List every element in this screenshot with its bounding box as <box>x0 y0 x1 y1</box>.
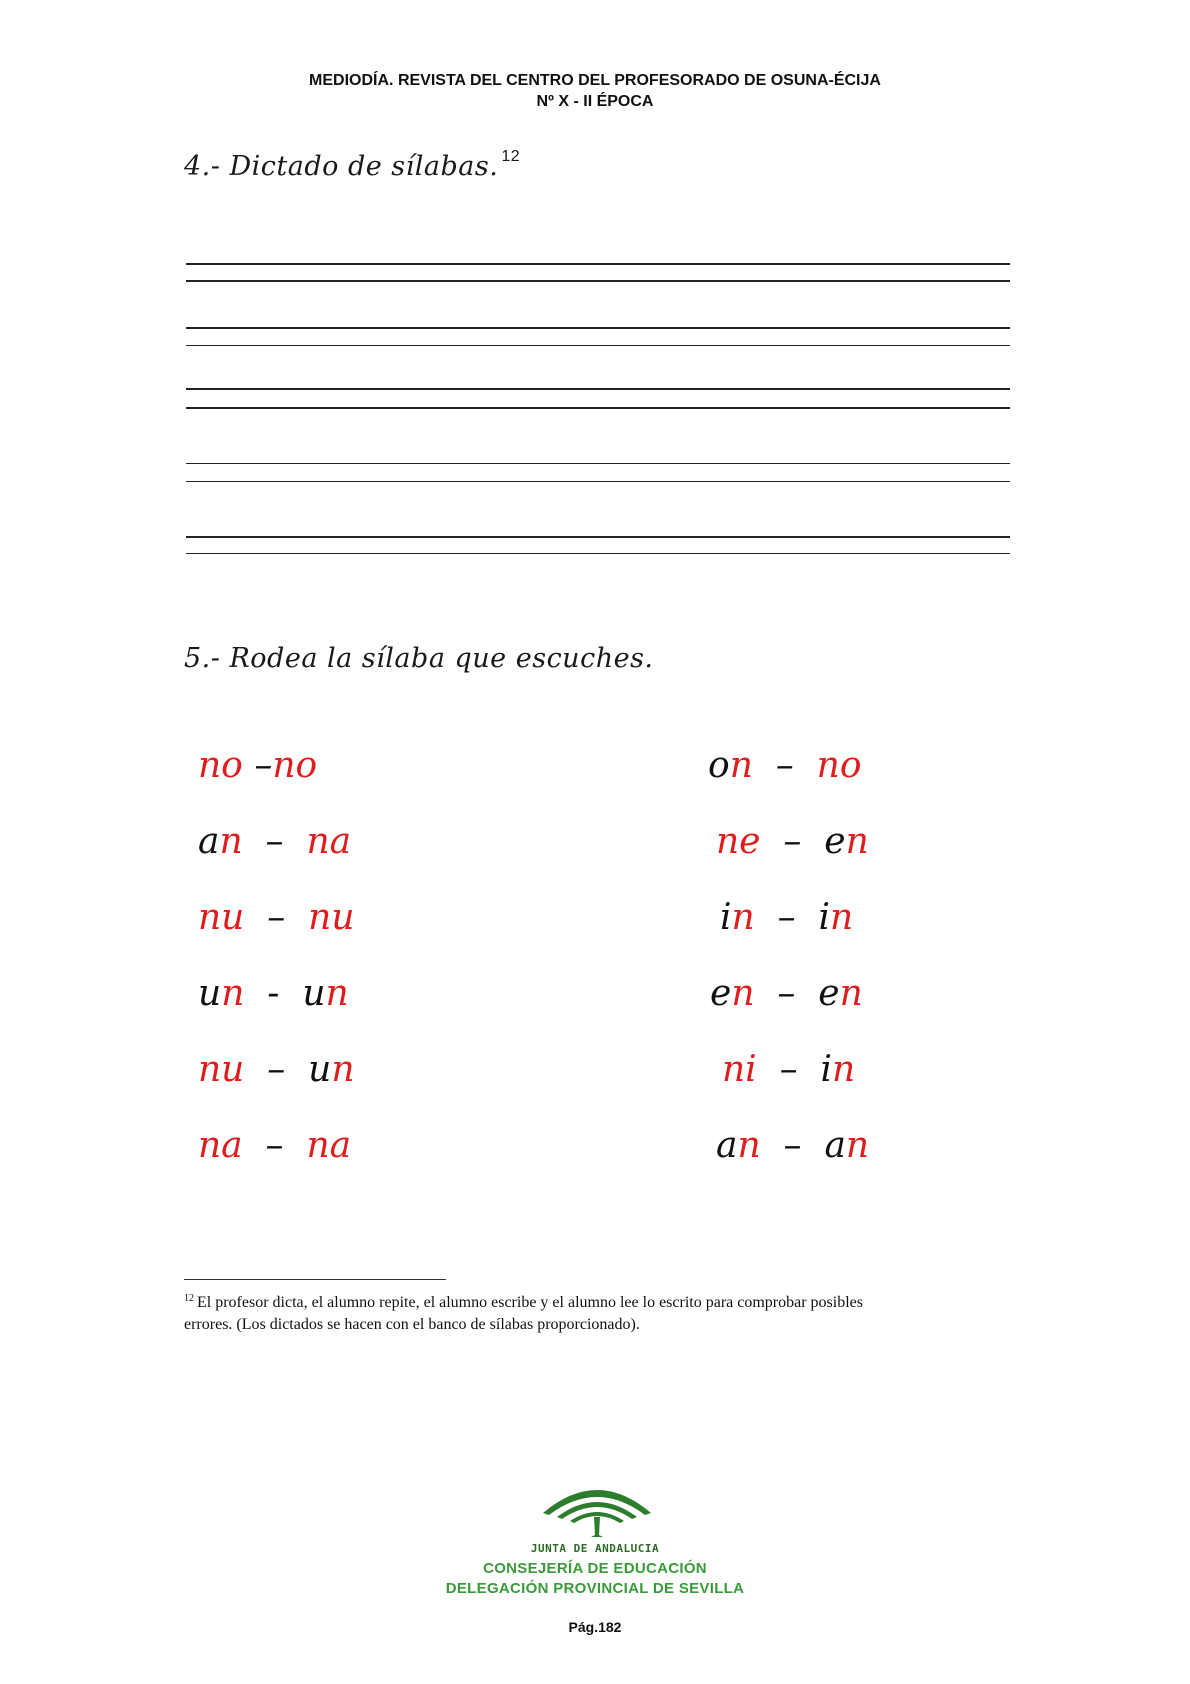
issue-number: Nº X - II ÉPOCA <box>536 93 654 110</box>
writing-line <box>186 280 1010 282</box>
syllable-part: n <box>219 821 243 862</box>
syllable-part: n <box>325 973 349 1014</box>
syllable-part: n <box>845 1125 870 1166</box>
junta-andalucia-logo <box>537 1473 657 1543</box>
writing-line <box>186 327 1010 329</box>
syllable-part: n <box>845 821 869 862</box>
syllable: na <box>198 1125 243 1166</box>
syllable-part: a <box>198 821 220 862</box>
dash: – <box>265 1125 284 1166</box>
syllable: nu <box>198 897 245 938</box>
syllable-part: o <box>708 745 730 786</box>
syllable-part: n <box>839 973 863 1014</box>
section-4-title <box>184 148 520 182</box>
writing-line <box>186 345 1010 346</box>
syllable-pair <box>198 1125 351 1166</box>
consejeria-label: CONSEJERÍA DE EDUCACIÓN <box>483 1560 707 1577</box>
syllable-part: n <box>737 1125 761 1166</box>
writing-line <box>186 407 1010 409</box>
syllable-part: e <box>824 821 846 862</box>
footnote-ref: 12 <box>501 148 521 165</box>
syllable: no <box>272 745 318 786</box>
syllable: ni <box>722 1049 757 1090</box>
syllable-part: i <box>820 1049 832 1090</box>
syllable-part: i <box>720 897 732 938</box>
footnote <box>184 1288 904 1336</box>
dash: – <box>783 821 802 862</box>
dash: – <box>779 1049 798 1090</box>
syllable-pair <box>720 897 853 938</box>
dash: – <box>777 897 796 938</box>
syllable-part: n <box>331 1049 355 1090</box>
syllable-part: a <box>716 1125 738 1166</box>
syllable-part: e <box>710 973 732 1014</box>
syllable-pair <box>198 1049 355 1090</box>
page-number: Pág.182 <box>568 1619 622 1635</box>
dash: – <box>265 821 284 862</box>
section-5-title: 5.- Rodea la sílaba que escuches. <box>184 643 654 674</box>
syllable-part: n <box>731 973 755 1014</box>
syllable-part: n <box>830 897 854 938</box>
syllable-part: i <box>818 897 830 938</box>
syllable-part: n <box>221 973 245 1014</box>
dash: – <box>777 973 796 1014</box>
syllable-pair <box>198 821 351 862</box>
dash: – <box>267 897 286 938</box>
writing-line <box>186 388 1010 390</box>
syllable-pair <box>716 1125 869 1166</box>
syllable-part: n <box>832 1049 856 1090</box>
writing-line <box>186 263 1010 265</box>
syllable: no <box>816 745 862 786</box>
syllable-pair <box>198 745 317 786</box>
writing-line <box>186 463 1010 464</box>
section-4-title-text: 4.- Dictado de sílabas. <box>184 151 499 182</box>
syllable: na <box>306 1125 352 1166</box>
writing-line <box>186 481 1010 482</box>
syllable: ne <box>716 821 761 862</box>
dash: – <box>775 745 794 786</box>
syllable-pair <box>708 745 862 786</box>
journal-title: MEDIODÍA. REVISTA DEL CENTRO DEL PROFESORADO DE OSUNA-ÉCIJA <box>309 72 881 89</box>
syllable-pair <box>198 897 355 938</box>
syllable-part: u <box>198 973 222 1014</box>
dash: – <box>783 1125 802 1166</box>
syllable-part: n <box>729 745 753 786</box>
footnote-number: 12 <box>184 1293 194 1304</box>
syllable-part: u <box>308 1049 332 1090</box>
footnote-text: El profesor dicta, el alumno repite, el alumno escribe y el alumno lee lo escrito para comprobar posibles errores. (Los dictados se hacen con el banco de sílabas proporcionado). <box>184 1294 863 1333</box>
syllable: nu <box>198 1049 245 1090</box>
dash: - <box>267 973 280 1014</box>
writing-line <box>186 536 1010 538</box>
syllable-pair <box>716 821 869 862</box>
delegacion-label: DELEGACIÓN PROVINCIAL DE SEVILLA <box>445 1580 745 1597</box>
syllable: no <box>198 745 243 786</box>
footnote-separator <box>184 1279 446 1280</box>
syllable: nu <box>308 897 355 938</box>
dash: – <box>267 1049 286 1090</box>
dash: – <box>254 745 273 786</box>
logo-text: JUNTA DE ANDALUCIA <box>530 1542 660 1555</box>
syllable: na <box>306 821 352 862</box>
syllable-pair <box>722 1049 855 1090</box>
syllable-part: e <box>818 973 840 1014</box>
writing-line <box>186 553 1010 554</box>
syllable-part: n <box>731 897 755 938</box>
syllable-part: a <box>824 1125 846 1166</box>
syllable-part: u <box>302 973 326 1014</box>
syllable-pair <box>710 973 863 1014</box>
syllable-pair <box>198 973 349 1014</box>
